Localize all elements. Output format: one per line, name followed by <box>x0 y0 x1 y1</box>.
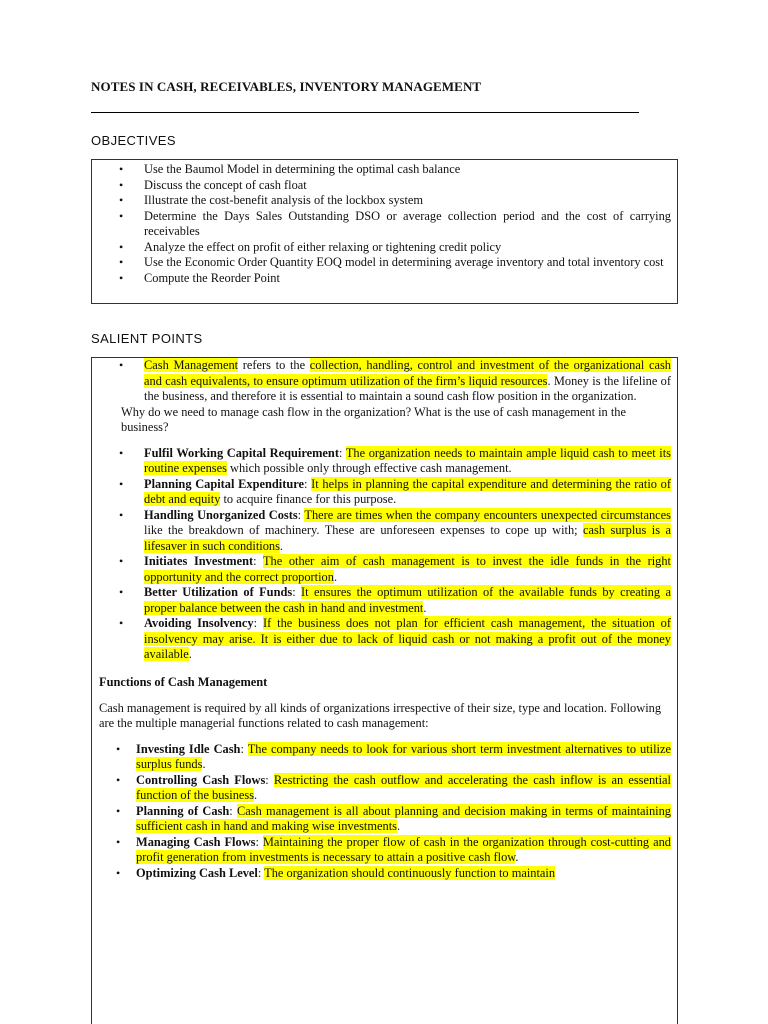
highlighted-text: There are times when the company encounters unexpected circumstances <box>304 507 671 522</box>
bullet-icon: • <box>119 585 124 599</box>
objectives-list <box>92 162 671 286</box>
objective-text: Illustrate the cost-benefit analysis of the lockbox system <box>144 193 424 207</box>
bullet-icon: • <box>119 193 124 207</box>
text-span: . <box>279 538 284 553</box>
bullet-icon: • <box>116 834 121 849</box>
list-item <box>92 240 671 256</box>
objective-text: Compute the Reorder Point <box>144 270 280 285</box>
list-item <box>92 162 671 178</box>
list-item <box>92 255 671 271</box>
bullet-icon: • <box>116 772 121 787</box>
highlighted-text: It helps in planning the capital expenditure and determining the ratio of debt and equity <box>144 476 671 506</box>
text-span: . <box>515 850 519 864</box>
list-item <box>92 866 671 882</box>
objective-text: Analyze the effect on profit of either relaxing or tightening credit policy <box>144 239 502 254</box>
functions-heading: Functions of Cash Management <box>99 674 268 689</box>
text-span: . <box>396 819 401 833</box>
bullet-icon: • <box>116 741 121 756</box>
list-item <box>92 446 671 477</box>
bullet-icon: • <box>119 507 124 522</box>
list-item <box>92 773 671 804</box>
list-item <box>92 742 671 773</box>
text-span: . Money is the lifeline of the business, and therefore it is essential to maintain a sound cash flow position in the organization. <box>144 373 671 403</box>
text-span: to acquire finance for this purpose. <box>220 492 397 506</box>
text-span: : <box>338 445 346 460</box>
highlighted-text: Restricting the cash outflow and accelerating the cash inflow is an essential function of the business <box>136 772 671 802</box>
item-label: Initiates Investment <box>144 554 254 568</box>
text-span: which possible only through effective cash management. <box>226 461 512 475</box>
list-item <box>92 209 671 240</box>
list-item <box>92 554 671 585</box>
list-item <box>92 193 671 209</box>
objectives-box <box>91 159 678 304</box>
text-span: . <box>188 647 192 661</box>
highlighted-text: The organization should continuously function to maintain <box>264 865 556 880</box>
text-span: : <box>304 476 312 491</box>
list-item <box>92 508 671 555</box>
bullet-icon: • <box>119 177 124 192</box>
text-span: : <box>265 772 274 787</box>
highlighted-text: The organization needs to maintain ample liquid cash to meet its routine expenses <box>144 445 671 475</box>
bullet-icon: • <box>119 270 124 285</box>
text-span: . <box>202 757 206 771</box>
item-label: Planning of Cash <box>136 803 230 818</box>
term-cash-management: Cash Management <box>144 358 239 372</box>
text-span: : <box>297 507 305 522</box>
list-item <box>92 804 671 835</box>
highlighted-text: Cash management is all about planning and decision making in terms of maintaining sufficient cash in hand and making wise investments <box>136 803 671 833</box>
list-item <box>92 477 671 508</box>
bullet-icon: • <box>119 554 124 568</box>
highlighted-text: Maintaining the proper flow of cash in the organization through cost-cutting and profit generation from investments is necessary to attain a positive cash flow <box>136 834 671 864</box>
highlighted-text: collection, handling, control and investment of the organizational cash and cash equivalents, to ensure optimum utilization of the firm’s liquid resources <box>144 358 671 388</box>
item-label: Optimizing Cash Level <box>136 865 258 880</box>
item-label: Avoiding Insolvency <box>144 616 254 630</box>
bullet-icon: • <box>116 865 121 880</box>
list-item <box>92 178 671 194</box>
text-span: like the breakdown of machinery. These are unforeseen expenses to cope up with; <box>144 523 584 537</box>
question-text: Why do we need to manage cash flow in the organization? What is the use of cash management in the business? <box>121 404 626 434</box>
item-label: Fulfil Working Capital Requirement <box>144 445 339 460</box>
objective-text: Use the Economic Order Quantity EOQ model in determining average inventory and total inventory cost <box>144 255 664 269</box>
highlighted-text: It ensures the optimum utilization of the available funds by creating a proper balance between the cash in hand and investment <box>144 585 671 615</box>
list-item <box>92 585 671 616</box>
salient-box <box>91 357 678 1024</box>
list-item <box>92 358 671 405</box>
list-item <box>92 271 671 287</box>
bullet-icon: • <box>119 616 124 630</box>
item-label: Planning Capital Expenditure <box>144 476 304 491</box>
highlighted-text: cash surplus is a lifesaver in such conditions <box>144 523 671 553</box>
bullet-icon: • <box>119 445 124 460</box>
highlighted-text: If the business does not plan for efficient cash management, the situation of insolvency may arise. It is either due to lack of liquid cash or not making a profit out of the money available <box>144 616 672 661</box>
text-span: : <box>240 741 248 756</box>
document-title: NOTES IN CASH, RECEIVABLES, INVENTORY MANAGEMENT <box>91 79 482 94</box>
text-span: : <box>292 585 302 599</box>
highlighted-text: The company needs to look for various short term investment alternatives to utilize surplus funds <box>136 741 672 771</box>
objective-text: Use the Baumol Model in determining the optimal cash balance <box>144 162 461 176</box>
text-span: refers to the <box>238 358 310 372</box>
title-rule <box>91 112 639 113</box>
text-span: . <box>333 569 338 584</box>
text-span: . <box>423 600 427 615</box>
bullet-icon: • <box>119 208 124 223</box>
salient-heading: SALIENT POINTS <box>91 331 203 346</box>
cash-management-list <box>92 358 671 405</box>
objective-text: Discuss the concept of cash float <box>144 177 307 192</box>
functions-intro: Cash management is required by all kinds of organizations irrespective of their size, type and location. Following are the multiple managerial functions related to cash management: <box>99 700 662 730</box>
list-item <box>92 835 671 866</box>
highlighted-text: The other aim of cash management is to invest the idle funds in the right opportunity and the correct proportion <box>144 554 671 584</box>
bullet-icon: • <box>119 255 124 269</box>
item-label: Managing Cash Flows <box>136 834 256 849</box>
text-span: : <box>257 865 265 880</box>
functions-list <box>92 742 671 882</box>
text-span: : <box>253 554 263 568</box>
text-span: : <box>255 834 263 849</box>
bullet-icon: • <box>116 803 121 818</box>
item-label: Better Utilization of Funds <box>144 585 293 599</box>
item-label: Controlling Cash Flows <box>136 772 266 787</box>
bullet-icon: • <box>119 358 124 372</box>
bullet-icon: • <box>119 239 124 254</box>
text-span: : <box>229 803 237 818</box>
bullet-icon: • <box>119 162 124 176</box>
item-label: Handling Unorganized Costs <box>144 507 298 522</box>
item-label: Investing Idle Cash <box>136 741 241 756</box>
list-item <box>92 616 671 663</box>
bullet-icon: • <box>119 476 124 491</box>
objective-text: Determine the Days Sales Outstanding DSO or average collection period and the cost of carrying receivables <box>144 208 671 238</box>
objectives-heading: OBJECTIVES <box>91 133 176 148</box>
text-span: . <box>254 788 258 802</box>
reasons-list <box>92 446 671 663</box>
text-span: : <box>253 616 263 630</box>
